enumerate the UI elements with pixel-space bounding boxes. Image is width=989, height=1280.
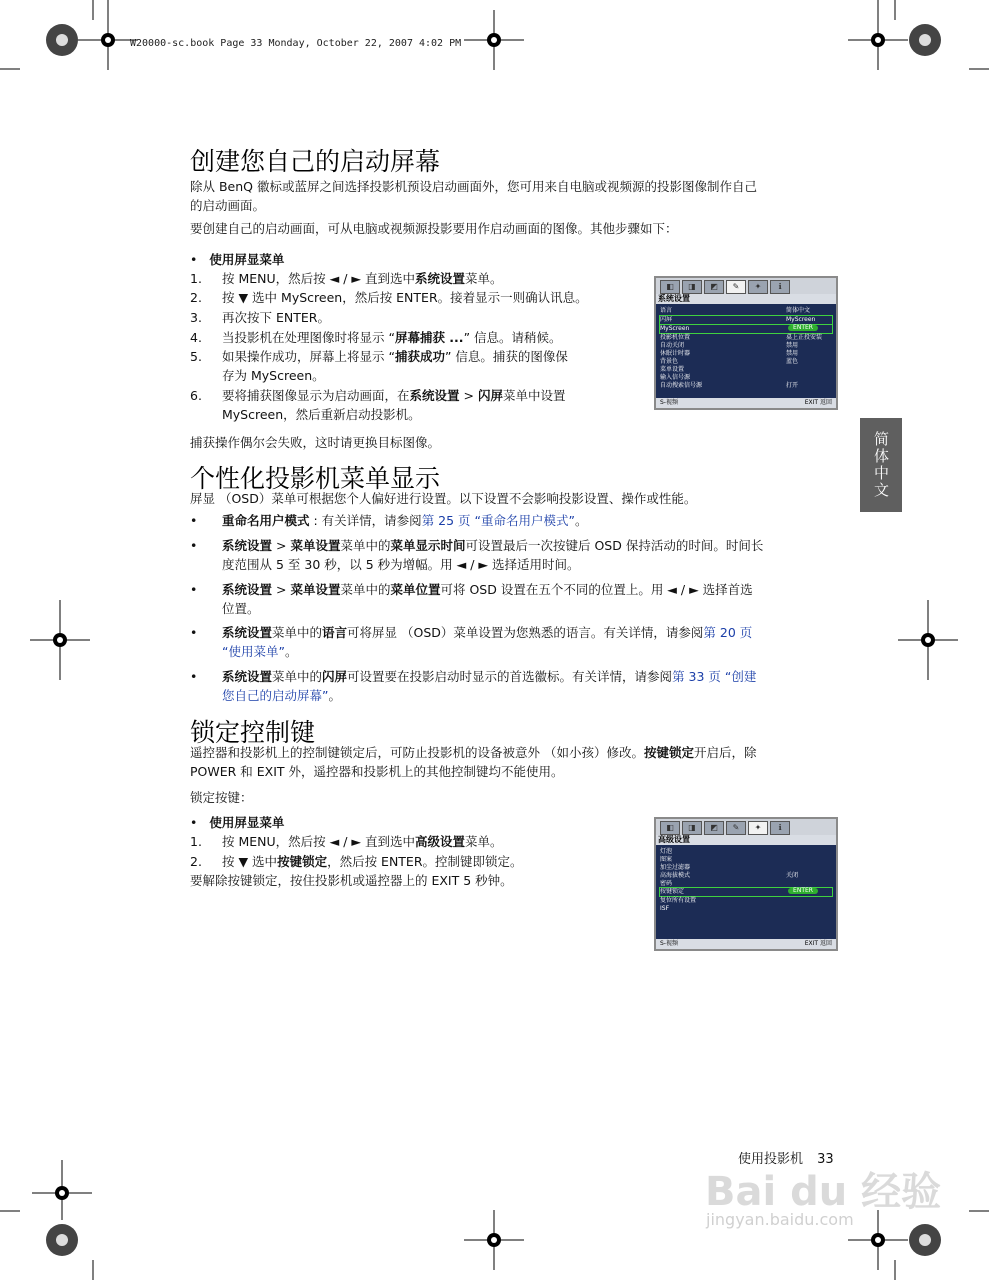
- osd-tabs: [656, 819, 836, 835]
- section1-paragraph2: 要创建自己的启动画面，可从电脑或视频源投影要用作启动画面的图像。其他步骤如下：: [190, 221, 678, 236]
- osd-advanced-settings-screenshot: [654, 817, 838, 951]
- section2-intro: 屏显 （OSD）菜单可根据您个人偏好进行设置。以下设置不会影响投影设置、操作或性能。: [190, 491, 697, 506]
- osd-tabs: [656, 278, 836, 294]
- section3-title: 锁定控制键: [190, 718, 316, 747]
- osd-item: 闪屏 MyScreen: [660, 316, 832, 324]
- advanced-tab-icon: ✦: [748, 280, 768, 294]
- osd-item: 灯泡: [660, 848, 673, 855]
- osd-system-settings-screenshot: [654, 276, 838, 410]
- osd-item: 背景色 蓝色: [660, 358, 799, 365]
- picture-tab-icon: ◧: [660, 280, 680, 294]
- section3-unlock-note: 要解除按键锁定，按住投影机或遥控器上的 EXIT 5 秒钟。: [190, 873, 513, 888]
- watermark-logo: Bai du 经验: [705, 1169, 942, 1215]
- osd-item: 图案: [660, 856, 673, 863]
- osd-item: 密码: [660, 880, 673, 887]
- osd-item: 休眠计时器 禁用: [660, 350, 799, 357]
- book-header-line: W20000-sc.book Page 33 Monday, October 22, 2007 4:02 PM: [130, 38, 462, 49]
- osd-item: 语言 简体中文: [660, 307, 811, 314]
- osd-title: 高级设置: [656, 835, 836, 845]
- link-using-menus[interactable]: “使用菜单”: [222, 644, 285, 659]
- display-tab-icon: ◩: [704, 280, 724, 294]
- osd-item: 加尘过滤器: [660, 864, 691, 871]
- osd-footer: S-视频 EXIT 返回: [656, 939, 836, 949]
- osd-item: 菜单设置: [660, 366, 685, 373]
- advanced-tab-icon: ✦: [748, 821, 768, 835]
- system-settings-tab-icon: ✎: [726, 821, 746, 835]
- watermark-url: jingyan.baidu.com: [706, 1210, 854, 1229]
- osd-item: 投影机位置 桌上正投安装: [660, 334, 823, 341]
- section3-bullet: • 使用屏显菜单: [190, 815, 285, 830]
- osd-item: 高海拔模式 关闭: [660, 872, 799, 879]
- link-create-startup-screen[interactable]: 您自己的启动屏幕”: [222, 688, 329, 703]
- information-tab-icon: ℹ: [770, 280, 790, 294]
- picture-advanced-tab-icon: ◨: [682, 821, 702, 835]
- osd-item: 按键锁定 ENTER: [660, 888, 832, 896]
- section1-title: 创建您自己的启动屏幕: [190, 147, 441, 176]
- footer-section-label: 使用投影机: [738, 1152, 804, 1167]
- page-number: 33: [817, 1152, 834, 1167]
- section3-paragraph1: 遥控器和投影机上的控制键锁定后，可防止投影机的设备被意外 （如小孩）修改。按键锁定开启后，除 POWER 和 EXIT 外，遥控器和投影机上的其他控制键均不能使用。: [190, 745, 757, 779]
- picture-tab-icon: ◧: [660, 821, 680, 835]
- osd-item: 输入信号源: [660, 374, 691, 381]
- section1-note: 捕获操作偶尔会失败，这时请更换目标图像。: [190, 435, 441, 450]
- link-page-33[interactable]: 第 33 页 “创建: [672, 669, 757, 684]
- display-tab-icon: ◩: [704, 821, 724, 835]
- section1-bullet: • 使用屏显菜单: [190, 252, 285, 267]
- osd-item: MyScreen ENTER: [660, 325, 832, 333]
- osd-title: 系统设置: [656, 294, 836, 304]
- osd-item: 复位所有设置: [660, 897, 697, 904]
- link-page-20[interactable]: 第 20 页: [703, 625, 753, 640]
- section2-title: 个性化投影机菜单显示: [190, 464, 441, 493]
- information-tab-icon: ℹ: [770, 821, 790, 835]
- section1-paragraph1: 除从 BenQ 徽标或蓝屏之间选择投影机预设启动画面外，您可用来自电脑或视频源的投影图像制作自己 的启动画面。: [190, 179, 757, 213]
- language-side-tab: 简体中文: [860, 418, 902, 512]
- osd-footer: S-视频 EXIT 返回: [656, 398, 836, 408]
- section3-paragraph2: 锁定按键：: [190, 790, 253, 805]
- link-rename-user-mode[interactable]: 第 25 页 “重命名用户模式”: [421, 513, 575, 528]
- osd-item: ISF: [660, 905, 670, 912]
- osd-item: 自动关闭 禁用: [660, 342, 799, 349]
- picture-advanced-tab-icon: ◨: [682, 280, 702, 294]
- osd-item: 自动搜索信号源 打开: [660, 382, 799, 389]
- system-settings-tab-icon: ✎: [726, 280, 746, 294]
